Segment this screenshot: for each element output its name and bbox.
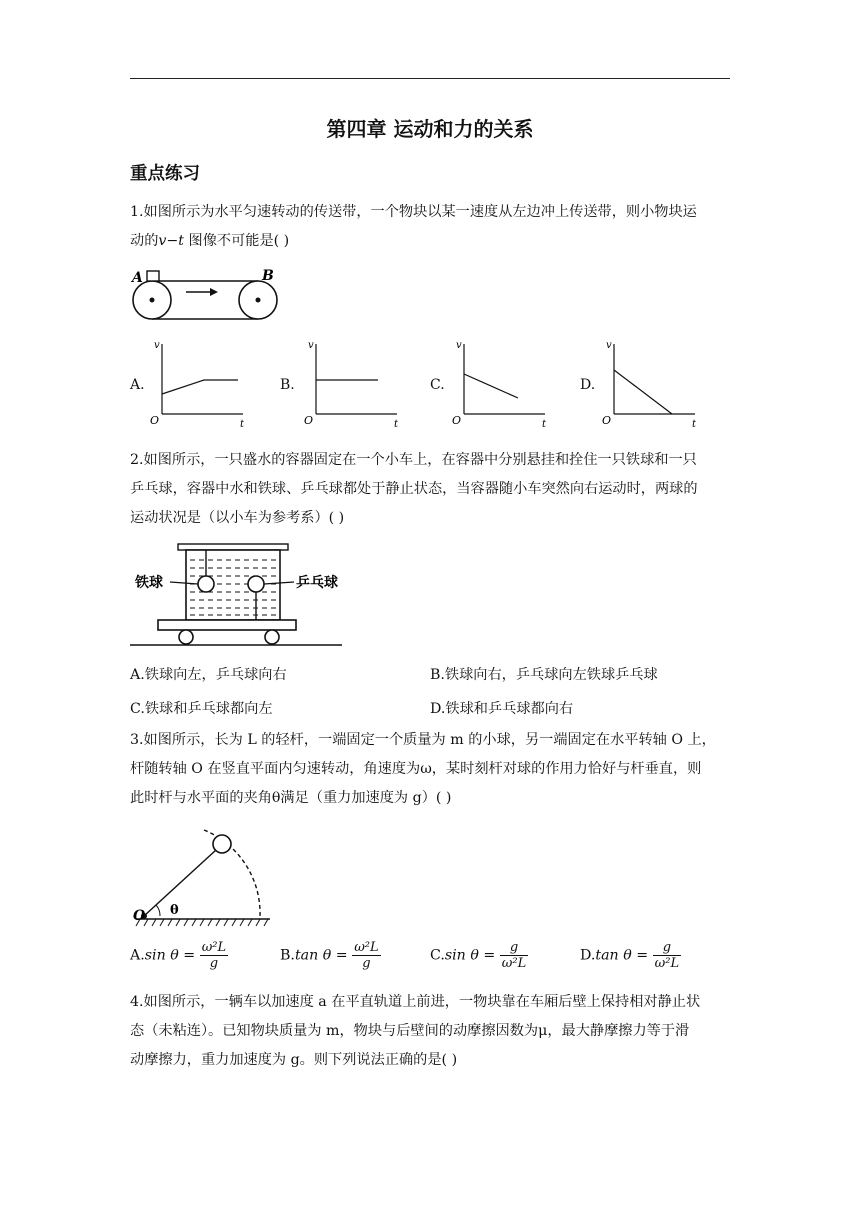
svg-text:t: t (394, 419, 399, 430)
svg-text:t: t (542, 419, 547, 430)
question-4-line-2: 态（未粘连）。已知物块质量为 m，物块与后壁间的动摩擦因数为μ，最大静摩擦力等于滑 (130, 1023, 690, 1039)
q2-option-c[interactable]: C.铁球和乒乓球都向左 (130, 701, 273, 717)
vt-symbol: v−t (158, 233, 184, 249)
rod (144, 850, 216, 916)
q3-option-a[interactable]: A.sin θ = $\frac{\text{ω²L}}{g}$ (130, 940, 227, 971)
belt-label-b: B (262, 268, 274, 284)
q1-option-c-graph[interactable] (450, 338, 550, 428)
svg-text:O: O (304, 414, 314, 427)
question-3-line-3: 此时杆与水平面的夹角θ满足（重力加速度为 g）( ) (130, 790, 452, 806)
q3-option-d[interactable]: D.tan θ = $\frac{g}{\text{ω²L}}$ (580, 940, 680, 971)
svg-text:O: O (602, 414, 612, 427)
q1-option-a-label[interactable]: A. (130, 377, 145, 393)
question-2-line-1: 2.如图所示，一只盛水的容器固定在一个小车上，在容器中分别悬挂和拴住一只铁球和一只 (130, 452, 697, 468)
q1-option-b-label[interactable]: B. (280, 377, 295, 393)
svg-text:t: t (692, 419, 697, 430)
svg-text:v: v (456, 340, 462, 351)
question-1-line-2: 动的v−t 图像不可能是( ) (130, 233, 290, 249)
q1-option-d-label[interactable]: D. (580, 377, 596, 393)
pivot-label: O (133, 908, 146, 924)
question-4-line-3: 动摩擦力，重力加速度为 g。则下列说法正确的是( ) (130, 1052, 458, 1068)
question-4-text (130, 988, 730, 1075)
q3-option-b[interactable]: B.tan θ = $\frac{\text{ω²L}}{g}$ (280, 940, 379, 971)
water-container-cart-figure (130, 542, 350, 652)
iron-ball-label: 铁球 (135, 575, 163, 591)
pingpong-ball (248, 576, 264, 592)
q1-option-c-label[interactable]: C. (430, 377, 445, 393)
q2-option-a[interactable]: A.铁球向左，乒乓球向右 (130, 667, 287, 683)
chapter-title: 第四章 运动和力的关系 (326, 117, 534, 141)
question-1-line-1: 1.如图所示为水平匀速转动的传送带，一个物块以某一速度从左边冲上传送带，则小物块运 (130, 204, 697, 220)
block (147, 271, 159, 281)
question-3-line-2: 杆随转轴 O 在竖直平面内匀速转动，角速度为ω，某时刻杆对球的作用力恰好与杆垂直，则 (130, 761, 702, 777)
pingpong-label: 乒乓球 (296, 575, 338, 591)
question-4-line-1: 4.如图所示，一辆车以加速度 a 在平直轨道上前进，一物块靠在车厢后壁上保持相对静止状 (130, 994, 701, 1010)
question-2-line-3: 运动状况是（以小车为参考系）( ) (130, 510, 345, 526)
header-rule (130, 78, 730, 79)
q1-option-d-graph[interactable] (600, 338, 700, 428)
svg-text:v: v (308, 340, 314, 351)
ball (213, 835, 231, 853)
rotating-rod-figure (132, 828, 282, 933)
q2-option-d[interactable]: D.铁球和乒乓球都向右 (430, 701, 574, 717)
svg-text:t: t (240, 419, 245, 430)
svg-text:v: v (154, 340, 160, 351)
question-3-line-1: 3.如图所示，长为 L 的轻杆，一端固定一个质量为 m 的小球，另一端固定在水平转轴 O 上， (130, 732, 716, 748)
iron-ball (198, 576, 214, 592)
q3-option-c[interactable]: C.sin θ = $\frac{g}{\text{ω²L}}$ (430, 940, 527, 971)
q1-option-b-graph[interactable] (302, 338, 402, 428)
svg-text:v: v (606, 340, 612, 351)
q2-option-b[interactable]: B.铁球向右，乒乓球向左铁球乒乓球 (430, 667, 658, 683)
conveyor-belt-figure (130, 268, 280, 328)
question-1-text (130, 198, 730, 256)
q1-option-a-graph[interactable] (148, 338, 248, 428)
svg-text:O: O (452, 414, 462, 427)
belt-label-a: A (132, 270, 143, 286)
theta-label: θ (170, 903, 179, 918)
section-title: 重点练习 (130, 164, 200, 184)
cart-body (158, 620, 296, 630)
right-arrow-icon (210, 288, 218, 296)
question-3-text (130, 726, 730, 813)
svg-text:O: O (150, 414, 160, 427)
question-2-text (130, 446, 730, 533)
question-2-line-2: 乒乓球，容器中水和铁球、乒乓球都处于静止状态，当容器随小车突然向右运动时，两球的 (130, 481, 698, 497)
